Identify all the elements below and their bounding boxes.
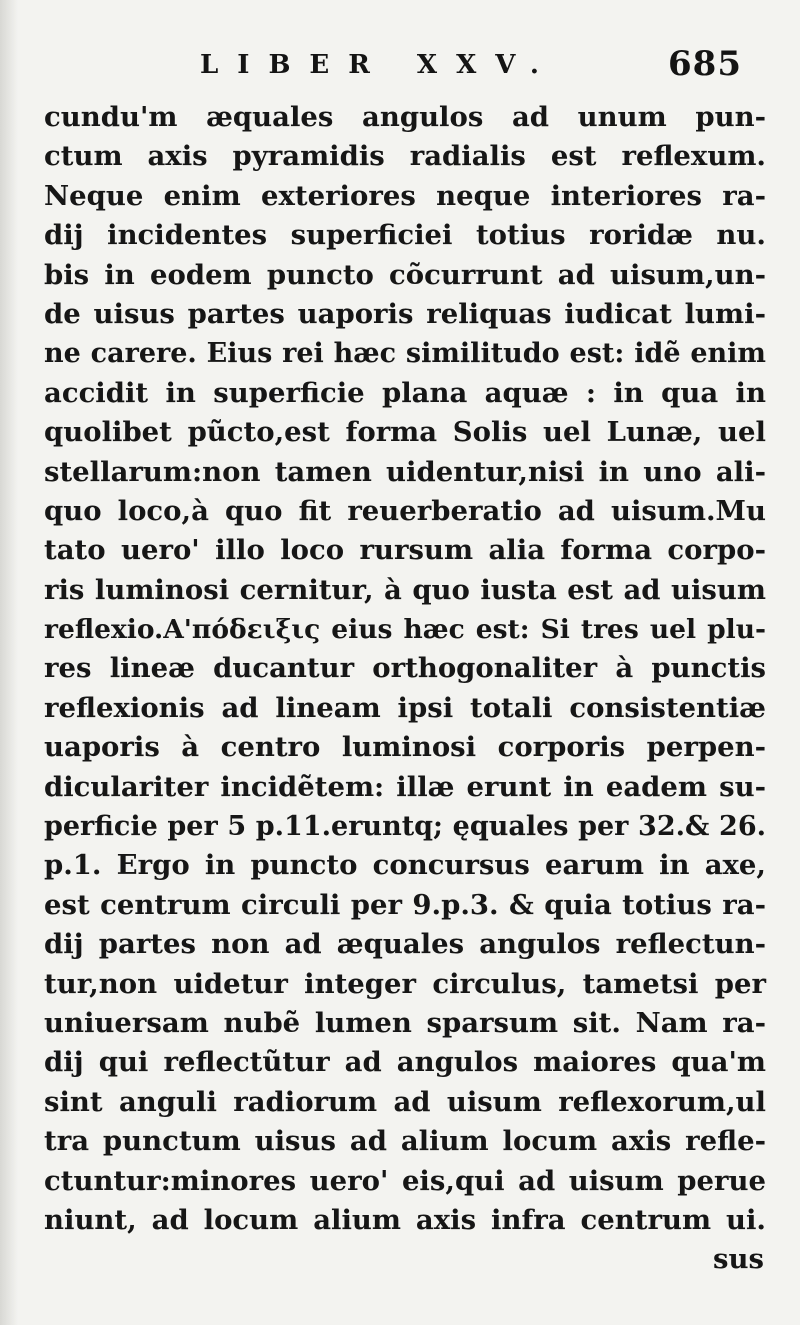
- text-line: sint anguli radiorum ad uisum reflexorum,ul: [44, 1085, 766, 1118]
- text-line: dij incidentes superficiei totius roridæ nu.: [44, 219, 766, 252]
- page-edge-shadow: [0, 0, 18, 1325]
- text-line: tur,non uidetur integer circulus, tametsi per: [44, 967, 766, 1000]
- text-line: bis in eodem puncto cõcurrunt ad uisum,un-: [44, 258, 766, 291]
- page-header: [0, 44, 800, 94]
- text-line: de uisus partes uaporis reliquas iudicat lumi-: [44, 297, 766, 330]
- body-text: [44, 98, 766, 1280]
- text-line: Neque enim exteriores neque interiores ra-: [44, 179, 766, 212]
- text-line: diculariter incidẽtem: illæ erunt in eadem su-: [44, 770, 766, 803]
- text-line: quolibet pũcto,est forma Solis uel Lunæ, uel: [44, 416, 766, 449]
- text-line: perficie per 5 p.11.eruntq; ęquales per 32.& 26.: [44, 811, 766, 843]
- text-line: quo loco,à quo fit reuerberatio ad uisum.Mu: [44, 494, 766, 527]
- text-line: niunt, ad locum alium axis infra centrum ui.: [44, 1203, 766, 1236]
- text-line: stellarum:non tamen uidentur,nisi in uno ali-: [44, 455, 766, 488]
- text-line: est centrum circuli per 9.p.3. & quia totius ra-: [44, 888, 766, 921]
- running-head: LIBER XXV.: [200, 50, 558, 80]
- text-line: reflexionis ad lineam ipsi totali consistentiæ: [44, 691, 766, 724]
- text-line: ctuntur:minores uero' eis,qui ad uisum perue: [44, 1164, 766, 1197]
- text-line: uniuersam nubẽ lumen sparsum sit. Nam ra-: [44, 1006, 766, 1039]
- text-line: res lineæ ducantur orthogonaliter à punctis: [44, 652, 766, 685]
- text-line: dij qui reflectũtur ad angulos maiores qua'm: [44, 1046, 766, 1079]
- text-line: accidit in superficie plana aquæ : in qua in: [44, 376, 766, 409]
- text-line: dij partes non ad æquales angulos reflectun-: [44, 928, 766, 961]
- text-line: tato uero' illo loco rursum alia forma corpo-: [44, 534, 766, 567]
- text-line: tra punctum uisus ad alium locum axis refle-: [44, 1125, 766, 1158]
- text-line: ris luminosi cernitur, à quo iusta est ad uisum: [44, 573, 766, 606]
- text-line: uaporis à centro luminosi corporis perpen-: [44, 731, 766, 764]
- text-line: ctum axis pyramidis radialis est reflexum.: [44, 140, 766, 173]
- text-line: sus: [713, 1243, 764, 1276]
- text-line: p.1. Ergo in puncto concursus earum in axe,: [44, 849, 766, 882]
- page-number: 685: [668, 44, 742, 84]
- text-line: reflexio.Α'πόδειξις eius hæc est: Si tres uel plu-: [44, 614, 766, 646]
- text-line: ne carere. Eius rei hæc similitudo est: idẽ enim: [44, 338, 766, 370]
- text-line: cundu'm æquales angulos ad unum pun-: [44, 101, 766, 133]
